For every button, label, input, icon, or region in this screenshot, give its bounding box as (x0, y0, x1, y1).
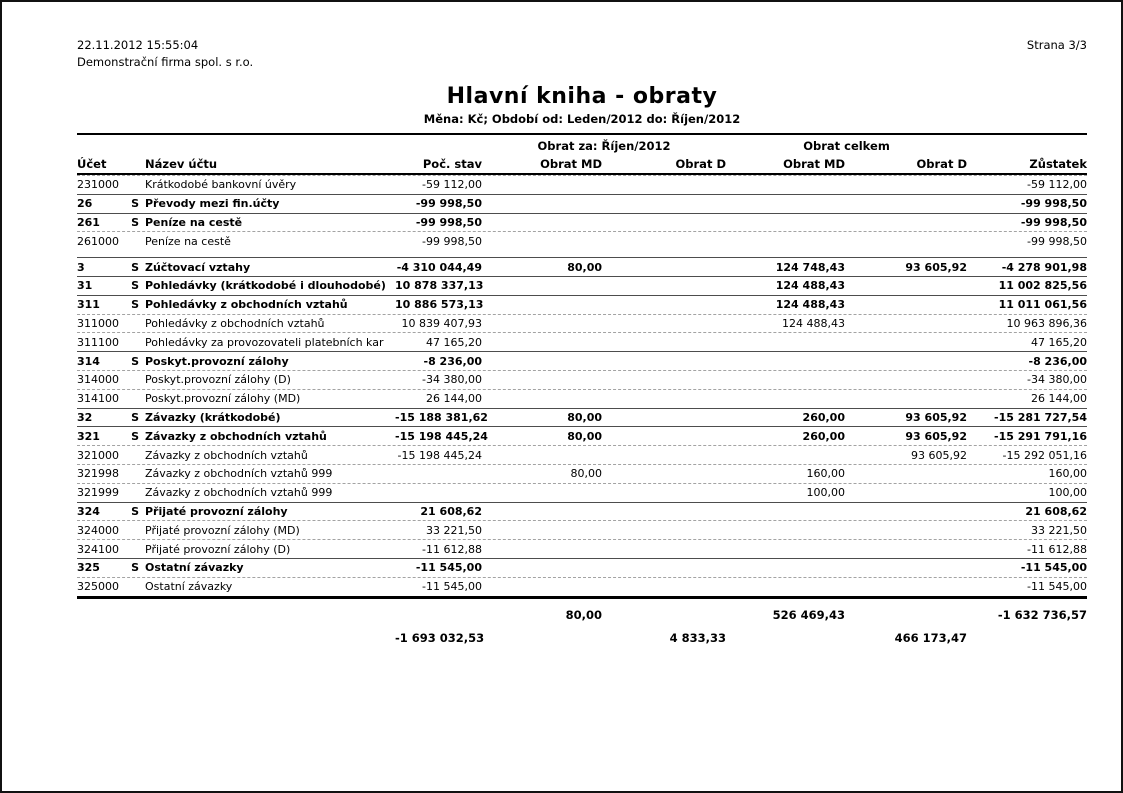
summary-flag: S (131, 260, 139, 274)
group-header-row (77, 137, 1087, 154)
total-zustatek: -1 632 736,57 (997, 607, 1087, 622)
account-cell (77, 449, 145, 462)
cell-obrat-md-period: 80,00 (567, 410, 602, 424)
col-header-nazev: Název účtu (145, 156, 218, 171)
cell-obrat-md-total: 260,00 (802, 410, 845, 424)
cell-zustatek: 26 144,00 (1031, 392, 1087, 406)
account-name: Pohledávky z obchodních vztahů (145, 316, 325, 330)
account-cell (77, 430, 145, 443)
cell-poc-stav: -15 198 445,24 (397, 448, 482, 462)
cell-poc-stav: 10 878 337,13 (395, 279, 484, 293)
cell-zustatek: 47 165,20 (1031, 335, 1087, 349)
account-cell (77, 261, 145, 274)
cell-zustatek: 10 963 896,36 (1006, 316, 1087, 330)
cell-poc-stav: 10 886 573,13 (395, 298, 484, 312)
total-obrat-md-period: 80,00 (565, 607, 602, 622)
table-row (77, 175, 1087, 194)
table-row (77, 314, 1087, 333)
cell-zustatek: -4 278 901,98 (1001, 260, 1087, 274)
cell-poc-stav: -34 380,00 (422, 373, 482, 387)
summary-flag: S (131, 215, 139, 229)
total-obrat-md-total: 526 469,43 (772, 607, 845, 622)
cell-obrat-md-total: 124 748,43 (775, 260, 845, 274)
table-row (77, 520, 1087, 539)
account-code: 314100 (77, 392, 119, 406)
cell-zustatek: -59 112,00 (1027, 178, 1087, 192)
account-name: Peníze na cestě (145, 234, 231, 248)
summary-flag: S (131, 410, 139, 424)
cell-zustatek: -99 998,50 (1020, 197, 1087, 211)
account-cell (77, 235, 145, 248)
col-header-obrat-md-period: Obrat MD (540, 156, 602, 171)
cell-zustatek: -15 292 051,16 (1002, 448, 1087, 462)
table-row (77, 276, 1087, 295)
table-header (77, 133, 1087, 175)
cell-poc-stav: -99 998,50 (415, 215, 482, 229)
cell-poc-stav: -11 545,00 (415, 561, 482, 575)
account-code: 321000 (77, 448, 119, 462)
cell-obrat-md-period: 80,00 (567, 260, 602, 274)
cell-zustatek: -11 545,00 (1020, 561, 1087, 575)
cell-poc-stav: -4 310 044,49 (396, 260, 482, 274)
cell-poc-stav: -11 545,00 (422, 580, 482, 594)
account-code: 321999 (77, 486, 119, 500)
cell-obrat-md-period: 80,00 (570, 467, 602, 481)
account-cell (77, 178, 145, 191)
account-cell (77, 486, 145, 499)
account-name: Krátkodobé bankovní úvěry (145, 178, 297, 192)
total-obrat-d-total: 466 173,47 (894, 630, 967, 645)
table-row (77, 295, 1087, 314)
col-header-obrat-d-total: Obrat D (916, 156, 967, 171)
cell-zustatek: 11 011 061,56 (998, 298, 1087, 312)
cell-zustatek: -15 281 727,54 (994, 410, 1087, 424)
account-code: 314 (77, 354, 100, 368)
summary-flag: S (131, 298, 139, 312)
account-cell (77, 317, 145, 330)
table-row (77, 408, 1087, 427)
cell-zustatek: -11 612,88 (1027, 542, 1087, 556)
account-code: 311000 (77, 316, 119, 330)
report-title: Hlavní kniha - obraty (446, 84, 718, 109)
account-cell (77, 197, 145, 210)
account-code: 321998 (77, 467, 119, 481)
table-row (77, 351, 1087, 370)
report-meta (77, 37, 253, 71)
cell-poc-stav: -99 998,50 (415, 197, 482, 211)
totals-row (77, 622, 1087, 651)
account-name: Ostatní závazky (145, 561, 244, 575)
page-number: Strana 3/3 (1026, 38, 1087, 52)
column-header-row (77, 154, 1087, 175)
cell-poc-stav: -99 998,50 (422, 234, 482, 248)
account-code: 311 (77, 298, 100, 312)
account-cell (77, 279, 145, 292)
account-code: 324 (77, 504, 100, 518)
account-name: Zúčtovací vztahy (145, 260, 251, 274)
table-row (77, 483, 1087, 502)
account-code: 324000 (77, 523, 119, 537)
table-totals (77, 599, 1087, 651)
cell-poc-stav: -15 188 381,62 (395, 410, 488, 424)
cell-obrat-d-total: 93 605,92 (911, 448, 967, 462)
cell-poc-stav: -11 612,88 (422, 542, 482, 556)
cell-zustatek: 33 221,50 (1031, 523, 1087, 537)
account-name: Pohledávky za provozovateli platebních kar (145, 335, 384, 349)
account-name: Ostatní závazky (145, 580, 233, 594)
table-body (77, 175, 1087, 599)
account-cell (77, 467, 145, 480)
cell-obrat-md-total: 160,00 (806, 467, 845, 481)
account-name: Závazky z obchodních vztahů 999 (145, 467, 333, 481)
report-subtitle: Měna: Kč; Období od: Leden/2012 do: Říjen/2012 (423, 112, 741, 126)
account-code: 311100 (77, 335, 119, 349)
account-cell (77, 505, 145, 518)
account-code: 32 (77, 410, 93, 424)
total-obrat-d-period: 4 833,33 (669, 630, 726, 645)
table-row (77, 257, 1087, 276)
table-row (77, 426, 1087, 445)
cell-poc-stav: 47 165,20 (426, 335, 482, 349)
table-row (77, 464, 1087, 483)
col-header-obrat-md-total: Obrat MD (783, 156, 845, 171)
cell-obrat-d-total: 93 605,92 (905, 429, 967, 443)
cell-poc-stav: 33 221,50 (426, 523, 482, 537)
account-name: Pohledávky z obchodních vztahů (145, 298, 348, 312)
account-cell (77, 543, 145, 556)
account-name: Peníze na cestě (145, 215, 243, 229)
account-cell (77, 524, 145, 537)
table-row (77, 558, 1087, 577)
summary-flag: S (131, 561, 139, 575)
account-name: Přijaté provozní zálohy (145, 504, 288, 518)
cell-poc-stav: 21 608,62 (420, 504, 482, 518)
table-row (77, 332, 1087, 351)
group-header-total: Obrat celkem (803, 138, 890, 153)
cell-obrat-md-total: 124 488,43 (782, 316, 845, 330)
cell-obrat-md-total: 124 488,43 (775, 298, 845, 312)
summary-flag: S (131, 429, 139, 443)
table-row (77, 577, 1087, 596)
cell-poc-stav: 10 839 407,93 (401, 316, 482, 330)
cell-zustatek: -11 545,00 (1027, 580, 1087, 594)
company-name: Demonstrační firma spol. s r.o. (77, 55, 254, 69)
account-code: 261 (77, 215, 100, 229)
account-name: Závazky z obchodních vztahů (145, 448, 308, 462)
account-cell (77, 580, 145, 593)
account-name: Převody mezi fin.účty (145, 197, 280, 211)
report-header (77, 2, 1087, 71)
account-cell (77, 298, 145, 311)
col-header-poc-stav: Poč. stav (422, 156, 482, 171)
account-code: 325000 (77, 580, 119, 594)
account-name: Poskyt.provozní zálohy (D) (145, 373, 291, 387)
account-name: Poskyt.provozní zálohy (MD) (145, 392, 301, 406)
table-row (77, 370, 1087, 389)
cell-poc-stav: -15 198 445,24 (395, 429, 488, 443)
cell-zustatek: -99 998,50 (1020, 215, 1087, 229)
account-code: 26 (77, 197, 93, 211)
cell-zustatek: -99 998,50 (1027, 234, 1087, 248)
account-code: 31 (77, 279, 93, 293)
summary-flag: S (131, 504, 139, 518)
account-cell (77, 355, 145, 368)
report-datetime: 22.11.2012 15:55:04 (77, 38, 199, 52)
cell-zustatek: 160,00 (1048, 467, 1087, 481)
cell-zustatek: -15 291 791,16 (994, 429, 1087, 443)
table-row (77, 539, 1087, 558)
cell-poc-stav: -8 236,00 (423, 354, 482, 368)
account-name: Přijaté provozní zálohy (MD) (145, 523, 300, 537)
account-code: 261000 (77, 234, 119, 248)
col-header-obrat-d-period: Obrat D (675, 156, 726, 171)
total-poc-stav: -1 693 032,53 (395, 630, 485, 645)
col-header-ucet: Účet (77, 156, 107, 171)
cell-zustatek: -8 236,00 (1028, 354, 1087, 368)
summary-flag: S (131, 279, 139, 293)
account-cell (77, 373, 145, 386)
account-name: Přijaté provozní zálohy (D) (145, 542, 291, 556)
account-cell (77, 411, 145, 424)
account-cell (77, 336, 145, 349)
table-row (77, 445, 1087, 464)
table-row (77, 213, 1087, 232)
account-code: 3 (77, 260, 85, 274)
summary-flag: S (131, 354, 139, 368)
group-header-period: Obrat za: Říjen/2012 (537, 138, 671, 153)
cell-zustatek: 21 608,62 (1025, 504, 1087, 518)
cell-zustatek: 11 002 825,56 (998, 279, 1087, 293)
account-code: 321 (77, 429, 100, 443)
table-row (77, 389, 1087, 408)
cell-obrat-md-total: 100,00 (806, 486, 845, 500)
account-cell (77, 392, 145, 405)
cell-obrat-d-total: 93 605,92 (905, 410, 967, 424)
ledger-table (77, 133, 1087, 651)
account-name: Závazky z obchodních vztahů 999 (145, 486, 333, 500)
table-row (77, 502, 1087, 521)
account-name: Poskyt.provozní zálohy (145, 354, 289, 368)
col-header-zustatek: Zůstatek (1029, 156, 1087, 171)
cell-poc-stav: 26 144,00 (426, 392, 482, 406)
table-row (77, 194, 1087, 213)
account-name: Závazky z obchodních vztahů (145, 429, 327, 443)
table-row (77, 231, 1087, 250)
cell-obrat-md-total: 260,00 (802, 429, 845, 443)
account-cell (77, 561, 145, 574)
totals-row (77, 599, 1087, 622)
cell-obrat-md-total: 124 488,43 (775, 279, 845, 293)
cell-zustatek: -34 380,00 (1027, 373, 1087, 387)
account-code: 324100 (77, 542, 119, 556)
account-code: 314000 (77, 373, 119, 387)
account-name: Závazky (krátkodobé) (145, 410, 281, 424)
cell-obrat-d-total: 93 605,92 (905, 260, 967, 274)
account-code: 325 (77, 561, 100, 575)
cell-obrat-md-period: 80,00 (567, 429, 602, 443)
cell-zustatek: 100,00 (1048, 486, 1087, 500)
account-code: 231000 (77, 178, 119, 192)
cell-poc-stav: -59 112,00 (422, 178, 482, 192)
account-cell (77, 216, 145, 229)
account-name: Pohledávky (krátkodobé i dlouhodobé) (145, 279, 386, 293)
summary-flag: S (131, 197, 139, 211)
